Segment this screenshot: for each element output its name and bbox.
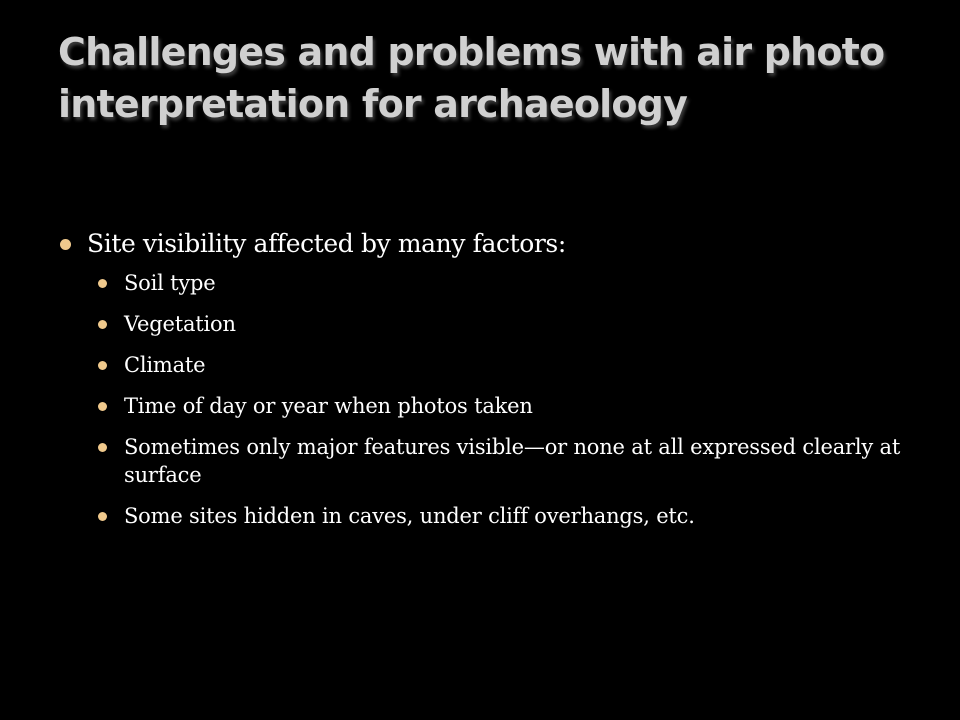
sub-bullet-item (98, 502, 920, 530)
sub-bullet-item (98, 392, 920, 420)
sub-bullet-text: Soil type (124, 271, 216, 295)
sub-bullet-item (98, 310, 920, 338)
bullet-dot-icon (98, 402, 107, 411)
bullet-dot-icon (98, 443, 107, 452)
sub-bullet-text: Some sites hidden in caves, under cliff overhangs, etc. (124, 504, 695, 528)
bullet-dot-icon (98, 512, 107, 521)
bullet-dot-icon (60, 239, 71, 250)
sub-bullet-text: Climate (124, 353, 206, 377)
main-bullet-text: Site visibility affected by many factors: (87, 229, 566, 258)
sub-bullet-text: Sometimes only major features visible—or none at all expressed clearly at surface (124, 435, 901, 487)
bullet-dot-icon (98, 279, 107, 288)
sub-bullet-text: Time of day or year when photos taken (124, 394, 533, 418)
sub-bullet-item (98, 433, 920, 489)
sub-bullet-item (98, 351, 920, 379)
bullet-dot-icon (98, 361, 107, 370)
sub-bullet-list (98, 269, 920, 530)
slide-body (60, 222, 920, 530)
slide-title: Challenges and problems with air photo interpretation for archaeology (58, 30, 885, 126)
bullet-dot-icon (98, 320, 107, 329)
sub-bullet-item (98, 269, 920, 297)
sub-bullet-text: Vegetation (124, 312, 236, 336)
main-bullet-item (60, 222, 920, 266)
